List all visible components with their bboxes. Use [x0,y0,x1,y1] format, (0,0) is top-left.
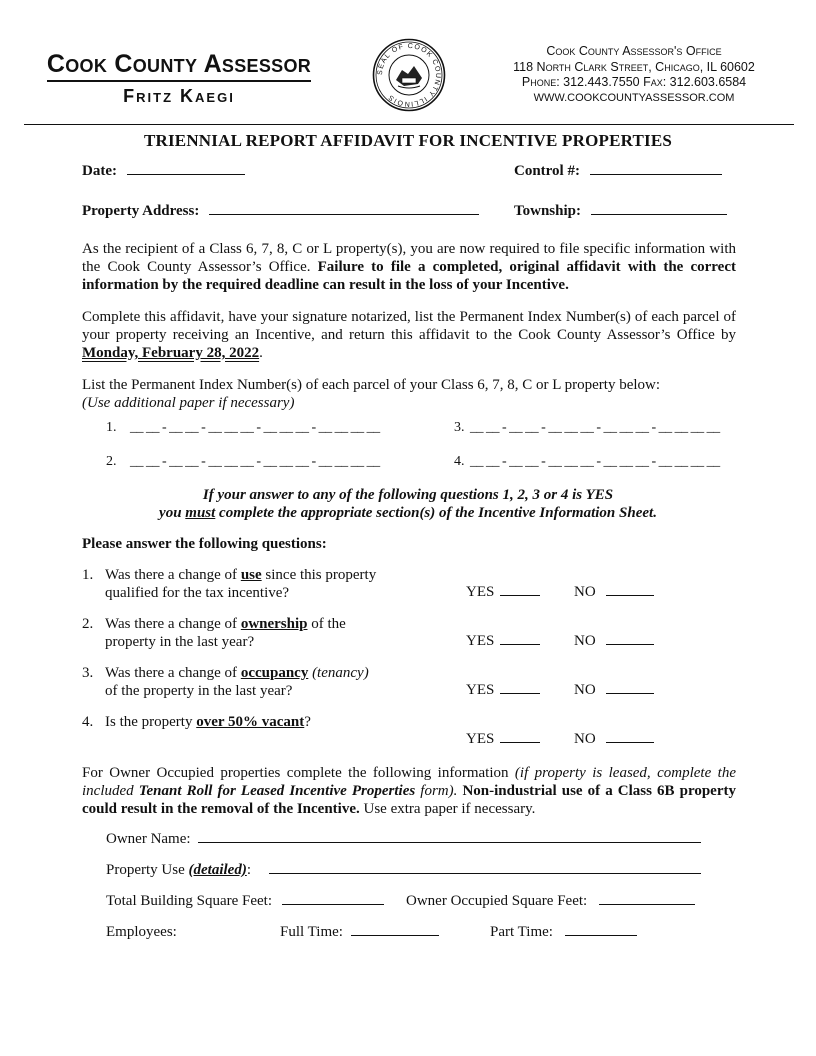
question-number: 2. [82,616,94,632]
part-time-field [490,924,637,941]
assessor-title: Cook County Assessor [47,50,311,82]
owner-name-input[interactable] [198,841,701,843]
question-text: of the property in the last year? [105,683,293,699]
question-text: Was there a change of [105,616,241,632]
total-sqft-field [106,893,384,910]
township-field [514,203,727,220]
tenant-roll-form-ref: Tenant Roll for Leased Incentive Properties [138,783,416,799]
question-keyword: over 50% vacant [196,714,305,730]
owner-p-warning: Non-industrial use of a Class 6B property could result in the removal of the Incentive. [82,783,736,817]
control-label: Control #: [514,163,580,179]
office-website: WWW.COOKCOUNTYASSESSOR.COM [533,91,735,104]
total-sqft-label: Total Building Square Feet: [106,893,273,909]
intro-p1-warning: Failure to file a completed, original affidavit with the correct information by the required deadline can result in the loss of your Incentive. [82,259,736,293]
question-keyword: ownership [240,616,308,632]
notice-must: must [185,505,216,521]
pin-mask: __ __ - __ __ - __ __ __ - __ __ __ - __ __ __ __ [130,454,380,469]
q2-no[interactable] [574,633,654,650]
property-use-colon: : [246,862,251,878]
question-number: 1. [82,567,94,583]
pin-entry-4[interactable] [454,454,720,470]
question-text: property in the last year? [105,634,255,650]
yes-label: YES [466,731,495,747]
control-input[interactable] [590,173,722,175]
township-label: Township: [514,203,581,219]
notice-line-1: If your answer to any of the following questions 1, 2, 3 or 4 is YES [202,487,614,503]
date-input[interactable] [127,173,245,175]
owner-occupied-paragraph [82,764,736,818]
pin-instruction-text: List the Permanent Index Number(s) of each parcel of your Class 6, 7, 8, C or L property below: [82,377,661,393]
question-number: 3. [82,665,94,681]
seal-text: SEAL OF COOK COUNTY ILLINOIS [376,42,442,108]
q4-no[interactable] [574,731,654,748]
yes-notice [0,486,816,522]
question-note: (tenancy) [308,665,369,681]
question-text: of the [307,616,346,632]
property-address-input[interactable] [209,213,479,215]
question-text: Was there a change of [105,665,241,681]
question-text: since this property [261,567,377,583]
full-time-label: Full Time: [280,924,343,940]
pin-entry-1[interactable] [106,420,380,436]
deadline-date: Monday, February 28, 2022 [82,345,260,361]
notice-line-2b: complete the appropriate section(s) of the Incentive Information Sheet. [215,505,657,521]
owner-p-text: For Owner Occupied properties complete the following information [82,765,515,781]
intro-paragraph-1 [82,240,736,294]
owner-p-italic: form). [415,783,458,799]
q4-yes[interactable] [466,731,540,748]
pin-number-label: 1. [106,420,117,435]
office-name: Cook County Assessor's Office [546,44,722,58]
owner-p-italic: (if property is leased, complete the included [82,765,736,799]
full-time-field [280,924,439,941]
owner-sqft-label: Owner Occupied Square Feet: [406,893,588,909]
part-time-label: Part Time: [490,924,553,940]
property-address-label: Property Address: [82,203,200,219]
pin-entry-2[interactable] [106,454,380,470]
pin-number-label: 2. [106,454,117,469]
q1-no[interactable] [574,584,654,601]
header-divider [24,124,794,125]
no-label: NO [574,682,596,698]
question-number: 4. [82,714,94,730]
employees-label: Employees: [106,924,177,940]
intro-p2-text: Complete this affidavit, have your signature notarized, list the Permanent Index Number(s) of each parcel of your property receiving an Incentive, and return this affidavit to the Cook County Assessor’s Office by [82,309,736,343]
questions-heading: Please answer the following questions: [82,536,327,552]
assessor-branding [44,50,314,107]
yes-label: YES [466,584,495,600]
question-text: Is the property [105,714,197,730]
owner-name-field [106,831,701,848]
notice-line-2a: you [159,505,186,521]
q3-no[interactable] [574,682,654,699]
owner-sqft-field [406,893,695,910]
pin-mask: __ __ - __ __ - __ __ __ - __ __ __ - __ __ __ __ [470,420,720,435]
q2-yes[interactable] [466,633,540,650]
office-address: 118 North Clark Street, Chicago, IL 60602 [513,59,755,74]
no-label: NO [574,584,596,600]
property-address-field [82,203,479,220]
full-time-input[interactable] [351,934,439,936]
question-text: Was there a change of [105,567,241,583]
property-use-label: Property Use [106,862,189,878]
property-use-field [106,862,701,879]
question-text: qualified for the tax incentive? [105,585,290,601]
office-phone: Phone: 312.443.7550 Fax: 312.603.6584 [521,75,747,89]
owner-name-label: Owner Name: [106,831,191,847]
yes-label: YES [466,682,495,698]
q1-yes[interactable] [466,584,540,601]
owner-sqft-input[interactable] [599,903,695,905]
intro-paragraph-2 [82,308,736,362]
pin-number-label: 3. [454,420,465,435]
county-seal-icon [372,38,446,112]
control-field [514,163,722,180]
pin-number-label: 4. [454,454,465,469]
date-label: Date: [82,163,117,179]
property-use-input[interactable] [269,872,701,874]
intro-p2-end: . [259,345,263,361]
pin-mask: __ __ - __ __ - __ __ __ - __ __ __ - __ __ __ __ [470,454,720,469]
pin-entry-3[interactable] [454,420,720,436]
total-sqft-input[interactable] [282,903,384,905]
part-time-input[interactable] [565,934,637,936]
question-keyword: occupancy [240,665,309,681]
date-field [82,163,245,180]
question-keyword: use [240,567,262,583]
property-use-detailed: (detailed) [188,862,247,878]
form-title: TRIENNIAL REPORT AFFIDAVIT FOR INCENTIVE PROPERTIES [143,131,673,150]
owner-p-end: Use extra paper if necessary. [359,801,536,817]
pin-instruction [82,376,742,412]
pin-note: (Use additional paper if necessary) [82,395,295,411]
question-text: ? [304,714,311,730]
township-input[interactable] [591,213,727,215]
pin-mask: __ __ - __ __ - __ __ __ - __ __ __ - __ __ __ __ [130,420,380,435]
no-label: NO [574,731,596,747]
assessor-name: Fritz Kaegi [123,86,235,106]
no-label: NO [574,633,596,649]
q3-yes[interactable] [466,682,540,699]
yes-label: YES [466,633,495,649]
office-contact [480,44,788,106]
intro-p1-text: As the recipient of a Class 6, 7, 8, C or L property(s), you are now required to file specific information with the Cook County Assessor’s Office. [82,241,736,275]
